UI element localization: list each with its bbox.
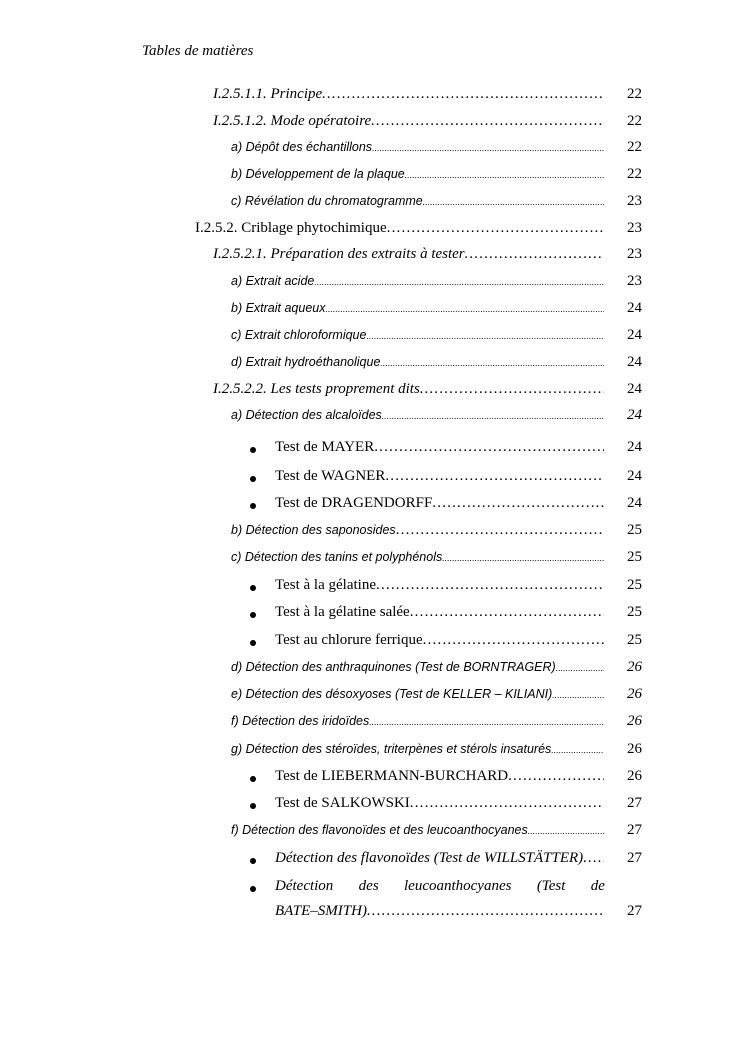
toc-entry[interactable] <box>0 166 745 188</box>
leader-dots <box>385 468 604 485</box>
justified-label-line <box>275 878 605 895</box>
toc-entry-page: 26 <box>627 686 642 702</box>
leader-dots <box>396 522 604 539</box>
toc-entry-label: f) Détection des flavonoïdes et des leucoanthocyanes <box>231 823 528 837</box>
toc-entry-page: 24 <box>627 407 642 423</box>
toc-entry-label: b) Extrait aqueux <box>231 301 326 315</box>
toc-entry[interactable] <box>0 522 745 544</box>
toc-entry-page: 25 <box>627 577 642 593</box>
leader-dots <box>371 113 604 130</box>
bullet-icon <box>250 886 256 892</box>
toc-entry-label: I.2.5.2.2. Les tests proprement dits <box>213 381 420 397</box>
toc-entry-page: 26 <box>627 741 642 757</box>
toc-entry[interactable] <box>0 795 745 817</box>
toc-entry-label: I.2.5.2.1. Préparation des extraits à tester <box>213 246 465 262</box>
word: Détection <box>275 878 334 894</box>
bullet-icon <box>250 585 256 591</box>
toc-entry-page: 24 <box>627 354 642 370</box>
leader-dots <box>583 850 604 867</box>
leader-dots <box>314 277 604 287</box>
leader-dots <box>410 604 604 621</box>
toc-entry-page: 25 <box>627 549 642 565</box>
toc-entry[interactable] <box>0 193 745 215</box>
toc-entry-page: 26 <box>627 659 642 675</box>
toc-entry[interactable] <box>0 686 745 708</box>
toc-entry-page: 26 <box>627 713 642 729</box>
bullet-icon <box>250 447 256 453</box>
word: des <box>358 878 379 894</box>
toc-entry-page: 24 <box>627 381 642 397</box>
leader-dots <box>380 358 604 368</box>
leader-dots <box>367 903 604 920</box>
toc-entry-label: b) Détection des saponosides <box>231 523 396 537</box>
toc-entry[interactable] <box>0 632 745 654</box>
leader-dots <box>369 717 604 727</box>
toc-entry[interactable] <box>0 327 745 349</box>
toc-entry[interactable] <box>0 381 745 403</box>
toc-entry-page: 27 <box>627 795 642 811</box>
toc-entry-label: d) Extrait hydroéthanolique <box>231 355 381 369</box>
toc-entry-page: 27 <box>627 850 642 866</box>
toc-entry[interactable] <box>0 577 745 599</box>
toc-entry-page: 22 <box>627 86 642 102</box>
toc-entry[interactable] <box>0 246 745 268</box>
toc-entry[interactable] <box>0 659 745 681</box>
toc-entry[interactable] <box>0 407 745 429</box>
toc-entry[interactable] <box>0 468 745 490</box>
toc-entry-page: 24 <box>627 327 642 343</box>
leader-dots <box>374 439 604 456</box>
leader-dots <box>387 220 604 237</box>
leader-dots <box>405 170 604 180</box>
leader-dots <box>420 381 604 398</box>
toc-entry-page: 24 <box>627 495 642 511</box>
leader-dots <box>528 826 604 836</box>
toc-entry[interactable] <box>0 113 745 135</box>
toc-entry[interactable] <box>0 713 745 735</box>
toc-entry-label: Test de MAYER <box>275 439 375 455</box>
toc-entry-label: g) Détection des stéroïdes, triterpènes et stérols insaturés <box>231 742 552 756</box>
toc-entry[interactable] <box>0 86 745 108</box>
toc-entry-page: 24 <box>627 300 642 316</box>
toc-entry-label: a) Dépôt des échantillons <box>231 140 373 154</box>
word: leucoanthocyanes <box>404 878 512 894</box>
toc-entry-label: Test à la gélatine salée <box>275 604 410 620</box>
toc-entry-page: 27 <box>627 903 642 919</box>
toc-entry-page: 23 <box>627 193 642 209</box>
toc-entry-page: 22 <box>627 139 642 155</box>
toc-entry-label: Test à la gélatine <box>275 577 376 593</box>
word: de <box>590 878 605 894</box>
bullet-icon <box>250 476 256 482</box>
leader-dots <box>423 632 604 649</box>
toc-entry[interactable] <box>0 549 745 571</box>
toc-entry-page: 24 <box>627 439 642 455</box>
toc-entry-page: 25 <box>627 604 642 620</box>
leader-dots <box>382 411 604 421</box>
toc-entry[interactable] <box>0 495 745 517</box>
leader-dots <box>366 331 604 341</box>
toc-entry-label: Test de SALKOWSKI <box>275 795 410 811</box>
toc-entry[interactable] <box>0 850 745 872</box>
toc-entry-label: I.2.5.1.1. Principe <box>213 86 323 102</box>
toc-entry-page: 25 <box>627 522 642 538</box>
bullet-icon <box>250 503 256 509</box>
toc-entry-page: 27 <box>627 822 642 838</box>
toc-entry-label: e) Détection des désoxyoses (Test de KELLER – KILIANI) <box>231 687 553 701</box>
word: (Test <box>536 878 566 894</box>
leader-dots <box>322 86 604 103</box>
toc-entry[interactable] <box>0 903 745 925</box>
toc-entry-label: a) Détection des alcaloïdes <box>231 408 382 422</box>
toc-entry-page: 26 <box>627 768 642 784</box>
toc-entry[interactable] <box>0 220 745 242</box>
toc-entry-label: Test de WAGNER <box>275 468 386 484</box>
toc-entry[interactable] <box>0 139 745 161</box>
toc-entry-label: f) Détection des iridoïdes <box>231 714 370 728</box>
toc-entry-page: 24 <box>627 468 642 484</box>
leader-dots <box>552 690 604 700</box>
toc-entry-label: a) Extrait acide <box>231 274 315 288</box>
leader-dots <box>465 246 604 263</box>
bullet-icon <box>250 858 256 864</box>
toc-entry-label: Test au chlorure ferrique <box>275 632 423 648</box>
leader-dots <box>432 495 604 512</box>
leader-dots <box>556 663 604 673</box>
page-header: Tables de matières <box>142 43 254 59</box>
bullet-icon <box>250 640 256 646</box>
toc-entry[interactable] <box>0 439 745 461</box>
toc-entry-page: 22 <box>627 166 642 182</box>
toc-entry-label: b) Développement de la plaque <box>231 167 405 181</box>
toc-entry[interactable] <box>0 604 745 626</box>
toc-entry[interactable] <box>0 300 745 322</box>
leader-dots <box>376 577 604 594</box>
toc-entry-page: 23 <box>627 273 642 289</box>
leader-dots <box>410 795 604 812</box>
leader-dots <box>508 768 604 785</box>
toc-entry-label: c) Révélation du chromatogramme <box>231 194 423 208</box>
toc-entry[interactable] <box>0 354 745 376</box>
toc-entry-page: 23 <box>627 220 642 236</box>
leader-dots <box>551 745 604 755</box>
leader-dots <box>372 143 604 153</box>
toc-entry-page: 25 <box>627 632 642 648</box>
toc-entry-wrapped-first-line[interactable] <box>0 878 745 900</box>
toc-entry[interactable] <box>0 741 745 763</box>
leader-dots <box>442 553 604 563</box>
toc-entry-page: 22 <box>627 113 642 129</box>
toc-entry-label: BATE–SMITH) <box>275 903 367 919</box>
leader-dots <box>326 304 605 314</box>
toc-entry-label: d) Détection des anthraquinones (Test de BORNTRAGER) <box>231 660 556 674</box>
bullet-icon <box>250 803 256 809</box>
toc-entry-label: c) Extrait chloroformique <box>231 328 367 342</box>
toc-entry-label: Détection des flavonoïdes (Test de WILLSTÄTTER) <box>275 850 584 866</box>
bullet-icon <box>250 612 256 618</box>
toc-entry-label: I.2.5.2. Criblage phytochimique <box>195 220 387 236</box>
toc-entry-label: Test de LIEBERMANN-BURCHARD <box>275 768 509 784</box>
toc-entry[interactable] <box>0 822 745 844</box>
toc-entry-label: c) Détection des tanins et polyphénols <box>231 550 443 564</box>
toc-entry[interactable] <box>0 768 745 790</box>
toc-entry-page: 23 <box>627 246 642 262</box>
leader-dots <box>423 197 604 207</box>
toc-entry-label: I.2.5.1.2. Mode opératoire <box>213 113 372 129</box>
toc-entry[interactable] <box>0 273 745 295</box>
bullet-icon <box>250 776 256 782</box>
toc-entry-label: Test de DRAGENDORFF <box>275 495 433 511</box>
